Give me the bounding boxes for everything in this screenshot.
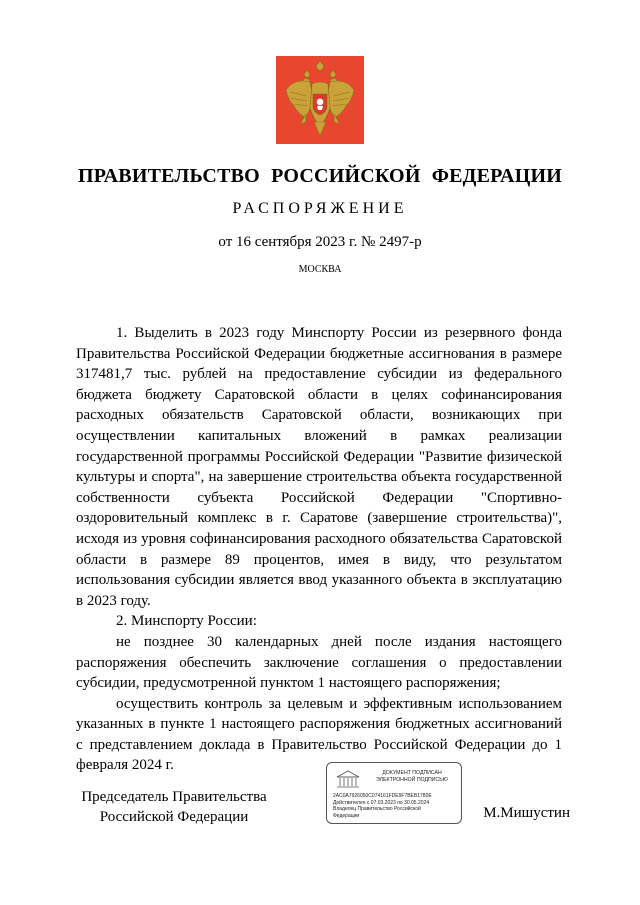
government-building-icon	[335, 769, 361, 789]
stamp-certificate: 2AC0A7926050C074161FDE9F7BEB1780E	[333, 793, 432, 799]
signer-title-line-1: Председатель Правительства	[81, 789, 267, 805]
coat-of-arms-emblem	[276, 56, 364, 144]
stamp-heading-line-2: ЭЛЕКТРОННОЙ ПОДПИСЬЮ	[376, 777, 448, 783]
signer-title	[64, 787, 284, 827]
document-type: РАСПОРЯЖЕНИЕ	[232, 200, 408, 217]
stamp-validity: Действителен с 07.03.2023 по 30.05.2024	[333, 799, 430, 806]
document-date-number: от 16 сентября 2023 г. № 2497-р	[218, 234, 422, 250]
organization-title: ПРАВИТЕЛЬСТВО РОССИЙСКОЙ ФЕДЕРАЦИИ	[78, 165, 562, 187]
electronic-signature-stamp	[326, 762, 462, 824]
stamp-owner-line-1: Владелец Правительство Российской	[333, 806, 421, 813]
stamp-heading-line-1: ДОКУМЕНТ ПОДПИСАН	[382, 770, 442, 776]
document-city: МОСКВА	[298, 264, 342, 275]
document-body	[76, 323, 562, 776]
stamp-heading	[365, 770, 459, 784]
paragraph-4: осуществить контроль за целевым и эффективным использованием указанных в пункте 1 настоящего распоряжения бюджетных ассигнований с представлением доклада в Правительство Российской Федерации до 1 февраля 2024 г.	[76, 695, 562, 774]
signer-title-line-2: Российской Федерации	[99, 809, 249, 825]
paragraph-3: не позднее 30 календарных дней после издания настоящего распоряжения обеспечить заключение соглашения о предоставлении субсидии, предусмотренной пунктом 1 настоящего распоряжения;	[76, 633, 562, 692]
stamp-owner-line-2: Федерации	[333, 812, 360, 819]
stamp-details	[333, 793, 459, 819]
signer-name: М.Мишустин	[483, 805, 570, 821]
paragraph-1: 1. Выделить в 2023 году Минспорту России из резервного фонда Правительства Российской Федерации бюджетные ассигнования в размере 317481,7 тыс. рублей на предоставление субсидии из федерального бюджета бюджету Саратовской области в целях софинансирования расходных обязательств Саратовской области, возникающих при осуществлении капитальных вложений в рамках реализации государственной программы Российской Федерации "Развитие физической культуры и спорта", на завершение строительства объекта государственной собственности субъекта Российской Федерации "Спортивно-оздоровительный комплекс в г. Саратове (завершение строительства)", исходя из уровня софинансирования расходного обязательства Саратовской области в размере 89 процентов, имея в виду, что результатом использования субсидии является ввод указанного объекта в эксплуатацию в 2023 году.	[76, 325, 562, 609]
paragraph-2: 2. Минспорту России:	[116, 613, 257, 630]
